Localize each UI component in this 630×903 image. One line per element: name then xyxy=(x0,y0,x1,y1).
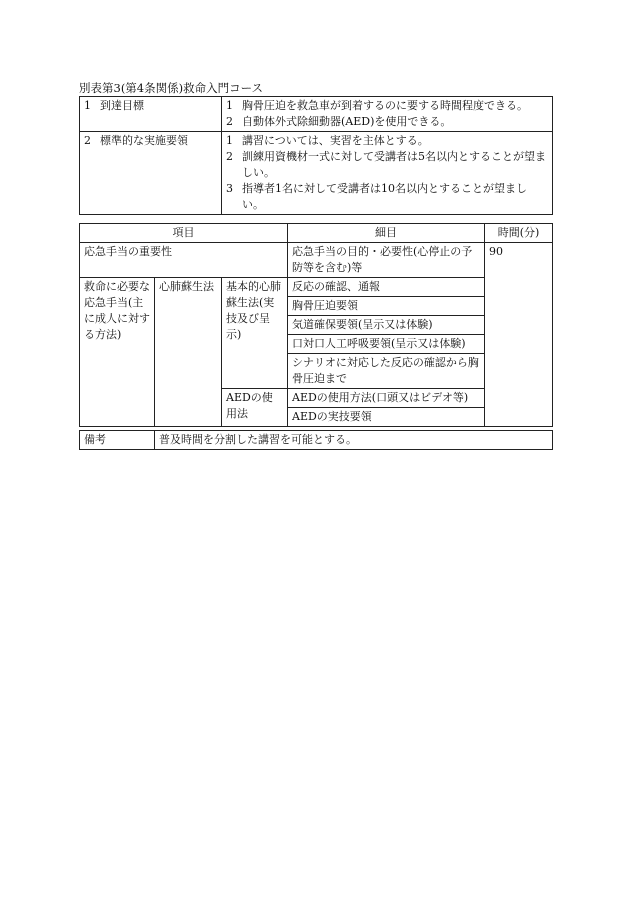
header-detail: 細目 xyxy=(288,224,485,243)
curriculum-table xyxy=(79,223,553,427)
table-row xyxy=(80,431,553,450)
table-row xyxy=(80,97,553,132)
basic-cpr-label: 基本的心肺蘇生法(実技及び呈示) xyxy=(222,278,288,389)
detail-item: 胸骨圧迫要領 xyxy=(288,297,485,316)
table-row xyxy=(80,132,553,215)
remarks-text: 普及時間を分割した講習を可能とする。 xyxy=(155,431,553,450)
time-value: 90 xyxy=(485,243,553,427)
list-item: 3 指導者1名に対して受講者は10名以内とすることが望ましい。 xyxy=(226,182,527,211)
detail-item: 気道確保要領(呈示又は体験) xyxy=(288,316,485,335)
intro-detail: 応急手当の目的・必要性(心停止の予防等を含む)等 xyxy=(288,243,485,278)
goal-label-cell xyxy=(80,97,222,132)
group-label: 救命に必要な応急手当(主に成人に対する方法) xyxy=(80,278,155,427)
list-item: 2 自動体外式除細動器(AED)を使用できる。 xyxy=(226,115,452,128)
remarks-table xyxy=(79,430,553,450)
detail-item: シナリオに対応した反応の確認から胸骨圧迫まで xyxy=(288,354,485,389)
intro-label: 応急手当の重要性 xyxy=(80,243,288,278)
page-title: 別表第3(第4条関係)救命入門コース xyxy=(79,81,264,95)
goals-table xyxy=(79,96,553,215)
list-item: 1 胸骨圧迫を救急車が到着するのに要する時間程度できる。 xyxy=(226,99,528,112)
header-time: 時間(分) xyxy=(485,224,553,243)
detail-item: AEDの実技要領 xyxy=(288,408,485,427)
subgroup-label: 心肺蘇生法 xyxy=(155,278,222,427)
header-item: 項目 xyxy=(80,224,288,243)
aed-label: AEDの使用法 xyxy=(222,389,288,427)
list-item: 2 訓練用資機材一式に対して受講者は5名以内とすることが望ましい。 xyxy=(226,150,546,179)
row-number: 1 xyxy=(84,99,91,112)
remarks-label: 備考 xyxy=(80,431,155,450)
method-items-cell xyxy=(222,132,553,215)
row-label: 到達目標 xyxy=(100,99,144,112)
row-label: 標準的な実施要領 xyxy=(100,134,188,147)
table-row xyxy=(80,243,553,278)
detail-item: 反応の確認、通報 xyxy=(288,278,485,297)
detail-item: 口対口人工呼吸要領(呈示又は体験) xyxy=(288,335,485,354)
row-number: 2 xyxy=(84,134,91,147)
method-label-cell xyxy=(80,132,222,215)
table-row xyxy=(80,278,553,297)
goal-items-cell xyxy=(222,97,553,132)
detail-item: AEDの使用方法(口頭又はビデオ等) xyxy=(288,389,485,408)
list-item: 1 講習については、実習を主体とする。 xyxy=(226,134,429,147)
table-header-row xyxy=(80,224,553,243)
